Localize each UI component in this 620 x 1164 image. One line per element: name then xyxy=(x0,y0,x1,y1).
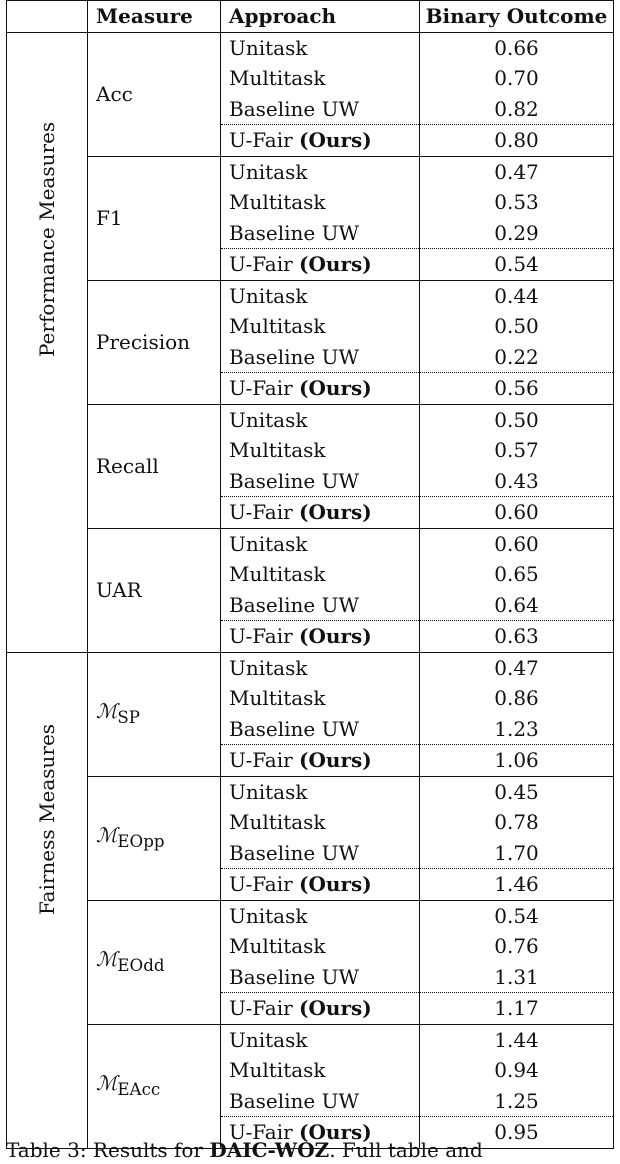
approach-cell xyxy=(221,962,420,993)
measure-symbol: ℳ xyxy=(96,698,118,723)
header-category xyxy=(7,1,88,33)
measure-subscript: SP xyxy=(117,707,141,727)
measure-cell xyxy=(88,528,221,652)
outcome-value: 0.86 xyxy=(420,683,614,714)
section-label: Fairness Measures xyxy=(35,723,59,915)
outcome-value: 0.22 xyxy=(420,342,614,373)
approach-cell xyxy=(221,280,420,311)
approach-name: Multitask xyxy=(229,562,326,587)
outcome-value: 0.60 xyxy=(420,528,614,559)
approach-name: U-Fair xyxy=(229,128,293,153)
outcome-value: 0.65 xyxy=(420,559,614,590)
results-table xyxy=(6,0,614,1149)
table-row xyxy=(7,156,614,187)
approach-cell xyxy=(221,900,420,931)
approach-cell xyxy=(221,590,420,621)
measure-name: Recall xyxy=(96,454,159,478)
approach-cell xyxy=(221,776,420,807)
approach-cell xyxy=(221,249,420,281)
measure-cell xyxy=(88,652,221,776)
outcome-value: 0.44 xyxy=(420,280,614,311)
approach-cell xyxy=(221,32,420,63)
outcome-value: 0.54 xyxy=(420,900,614,931)
measure-cell xyxy=(88,32,221,156)
approach-cell xyxy=(221,125,420,157)
outcome-value: 0.78 xyxy=(420,807,614,838)
approach-name: Unitask xyxy=(229,903,308,928)
approach-cell xyxy=(221,1055,420,1086)
measure-name: Acc xyxy=(96,82,133,106)
approach-name: Baseline UW xyxy=(229,96,359,121)
ours-tag: (Ours) xyxy=(299,500,372,525)
approach-cell xyxy=(221,373,420,405)
approach-name: Unitask xyxy=(229,655,308,680)
header-measure: Measure xyxy=(88,1,221,33)
outcome-value: 1.44 xyxy=(420,1024,614,1055)
table-row xyxy=(7,280,614,311)
approach-cell xyxy=(221,435,420,466)
measure-symbol: ℳ xyxy=(96,822,118,847)
approach-name: U-Fair xyxy=(229,500,293,525)
outcome-value: 0.80 xyxy=(420,125,614,157)
outcome-value: 0.64 xyxy=(420,590,614,621)
outcome-value: 0.82 xyxy=(420,94,614,125)
approach-name: Unitask xyxy=(229,1027,308,1052)
table-row xyxy=(7,404,614,435)
approach-cell xyxy=(221,652,420,683)
approach-name: Multitask xyxy=(229,934,326,959)
approach-cell xyxy=(221,218,420,249)
outcome-value: 0.29 xyxy=(420,218,614,249)
caption-suffix: . Full table and xyxy=(329,1138,483,1162)
ours-tag: (Ours) xyxy=(299,624,372,649)
approach-name: Unitask xyxy=(229,779,308,804)
ours-tag: (Ours) xyxy=(299,128,372,153)
outcome-value: 1.23 xyxy=(420,714,614,745)
measure-symbol: ℳ xyxy=(96,1070,118,1095)
table-row xyxy=(7,900,614,931)
outcome-value: 1.25 xyxy=(420,1086,614,1117)
outcome-value: 0.66 xyxy=(420,32,614,63)
measure-cell xyxy=(88,776,221,900)
table-row xyxy=(7,32,614,63)
approach-cell xyxy=(221,621,420,653)
approach-cell xyxy=(221,869,420,901)
approach-name: Multitask xyxy=(229,438,326,463)
approach-name: Baseline UW xyxy=(229,964,359,989)
approach-name: Baseline UW xyxy=(229,220,359,245)
measure-subscript: EOpp xyxy=(117,831,165,851)
measure-cell xyxy=(88,1024,221,1148)
measure-name: UAR xyxy=(96,578,142,602)
table-row xyxy=(7,652,614,683)
approach-name: Multitask xyxy=(229,686,326,711)
outcome-value: 0.47 xyxy=(420,156,614,187)
approach-cell xyxy=(221,94,420,125)
outcome-value: 0.76 xyxy=(420,931,614,962)
ours-tag: (Ours) xyxy=(299,748,372,773)
table-row xyxy=(7,528,614,559)
approach-cell xyxy=(221,187,420,218)
approach-name: U-Fair xyxy=(229,624,293,649)
approach-name: Unitask xyxy=(229,531,308,556)
approach-name: U-Fair xyxy=(229,1120,293,1145)
approach-name: Baseline UW xyxy=(229,592,359,617)
outcome-value: 0.54 xyxy=(420,249,614,281)
outcome-value: 0.63 xyxy=(420,621,614,653)
approach-name: U-Fair xyxy=(229,748,293,773)
outcome-value: 0.95 xyxy=(420,1117,614,1149)
outcome-value: 1.17 xyxy=(420,993,614,1025)
outcome-value: 1.31 xyxy=(420,962,614,993)
approach-cell xyxy=(221,404,420,435)
approach-name: Unitask xyxy=(229,407,308,432)
header-row xyxy=(7,1,614,33)
approach-cell xyxy=(221,683,420,714)
outcome-value: 0.47 xyxy=(420,652,614,683)
table-caption xyxy=(6,1138,620,1162)
outcome-value: 0.50 xyxy=(420,311,614,342)
approach-name: Unitask xyxy=(229,35,308,60)
approach-name: Baseline UW xyxy=(229,1088,359,1113)
section-label-cell xyxy=(7,32,88,652)
outcome-value: 0.94 xyxy=(420,1055,614,1086)
header-approach: Approach xyxy=(221,1,420,33)
approach-name: Multitask xyxy=(229,1058,326,1083)
approach-cell xyxy=(221,1024,420,1055)
measure-subscript: EAcc xyxy=(117,1079,161,1099)
approach-cell xyxy=(221,497,420,529)
ours-tag: (Ours) xyxy=(299,996,372,1021)
approach-name: Multitask xyxy=(229,810,326,835)
outcome-value: 0.50 xyxy=(420,404,614,435)
outcome-value: 0.43 xyxy=(420,466,614,497)
approach-cell xyxy=(221,528,420,559)
outcome-value: 0.45 xyxy=(420,776,614,807)
approach-name: Baseline UW xyxy=(229,840,359,865)
approach-name: Baseline UW xyxy=(229,468,359,493)
approach-cell xyxy=(221,838,420,869)
approach-cell xyxy=(221,156,420,187)
approach-name: Multitask xyxy=(229,66,326,91)
approach-cell xyxy=(221,342,420,373)
approach-cell xyxy=(221,559,420,590)
measure-cell xyxy=(88,280,221,404)
approach-name: Baseline UW xyxy=(229,716,359,741)
approach-cell xyxy=(221,993,420,1025)
measure-symbol: ℳ xyxy=(96,946,118,971)
table-row xyxy=(7,776,614,807)
measure-name: Precision xyxy=(96,330,191,354)
approach-cell xyxy=(221,714,420,745)
approach-name: Baseline UW xyxy=(229,344,359,369)
caption-prefix: Table 3: Results for xyxy=(6,1138,210,1162)
approach-name: U-Fair xyxy=(229,376,293,401)
approach-cell xyxy=(221,466,420,497)
approach-cell xyxy=(221,745,420,777)
outcome-value: 1.06 xyxy=(420,745,614,777)
approach-name: Multitask xyxy=(229,314,326,339)
outcome-value: 0.70 xyxy=(420,63,614,94)
approach-name: Multitask xyxy=(229,190,326,215)
measure-subscript: EOdd xyxy=(117,955,165,975)
table-body xyxy=(7,32,614,1148)
approach-name: U-Fair xyxy=(229,872,293,897)
approach-name: Unitask xyxy=(229,283,308,308)
measure-cell xyxy=(88,156,221,280)
ours-tag: (Ours) xyxy=(299,252,372,277)
approach-name: U-Fair xyxy=(229,996,293,1021)
caption-dataset: DAIC-WOZ xyxy=(209,1138,330,1162)
ours-tag: (Ours) xyxy=(299,376,372,401)
approach-cell xyxy=(221,1086,420,1117)
outcome-value: 0.57 xyxy=(420,435,614,466)
outcome-value: 1.46 xyxy=(420,869,614,901)
approach-name: U-Fair xyxy=(229,252,293,277)
table-row xyxy=(7,1024,614,1055)
outcome-value: 0.60 xyxy=(420,497,614,529)
approach-cell xyxy=(221,63,420,94)
approach-cell xyxy=(221,807,420,838)
approach-name: Unitask xyxy=(229,159,308,184)
section-label: Performance Measures xyxy=(35,121,59,357)
measure-name: F1 xyxy=(96,206,123,230)
outcome-value: 0.53 xyxy=(420,187,614,218)
measure-cell xyxy=(88,900,221,1024)
approach-cell xyxy=(221,931,420,962)
section-label-cell xyxy=(7,652,88,1148)
ours-tag: (Ours) xyxy=(299,1120,372,1145)
approach-cell xyxy=(221,311,420,342)
measure-cell xyxy=(88,404,221,528)
outcome-value: 1.70 xyxy=(420,838,614,869)
header-binary-outcome: Binary Outcome xyxy=(420,1,614,33)
outcome-value: 0.56 xyxy=(420,373,614,405)
ours-tag: (Ours) xyxy=(299,872,372,897)
